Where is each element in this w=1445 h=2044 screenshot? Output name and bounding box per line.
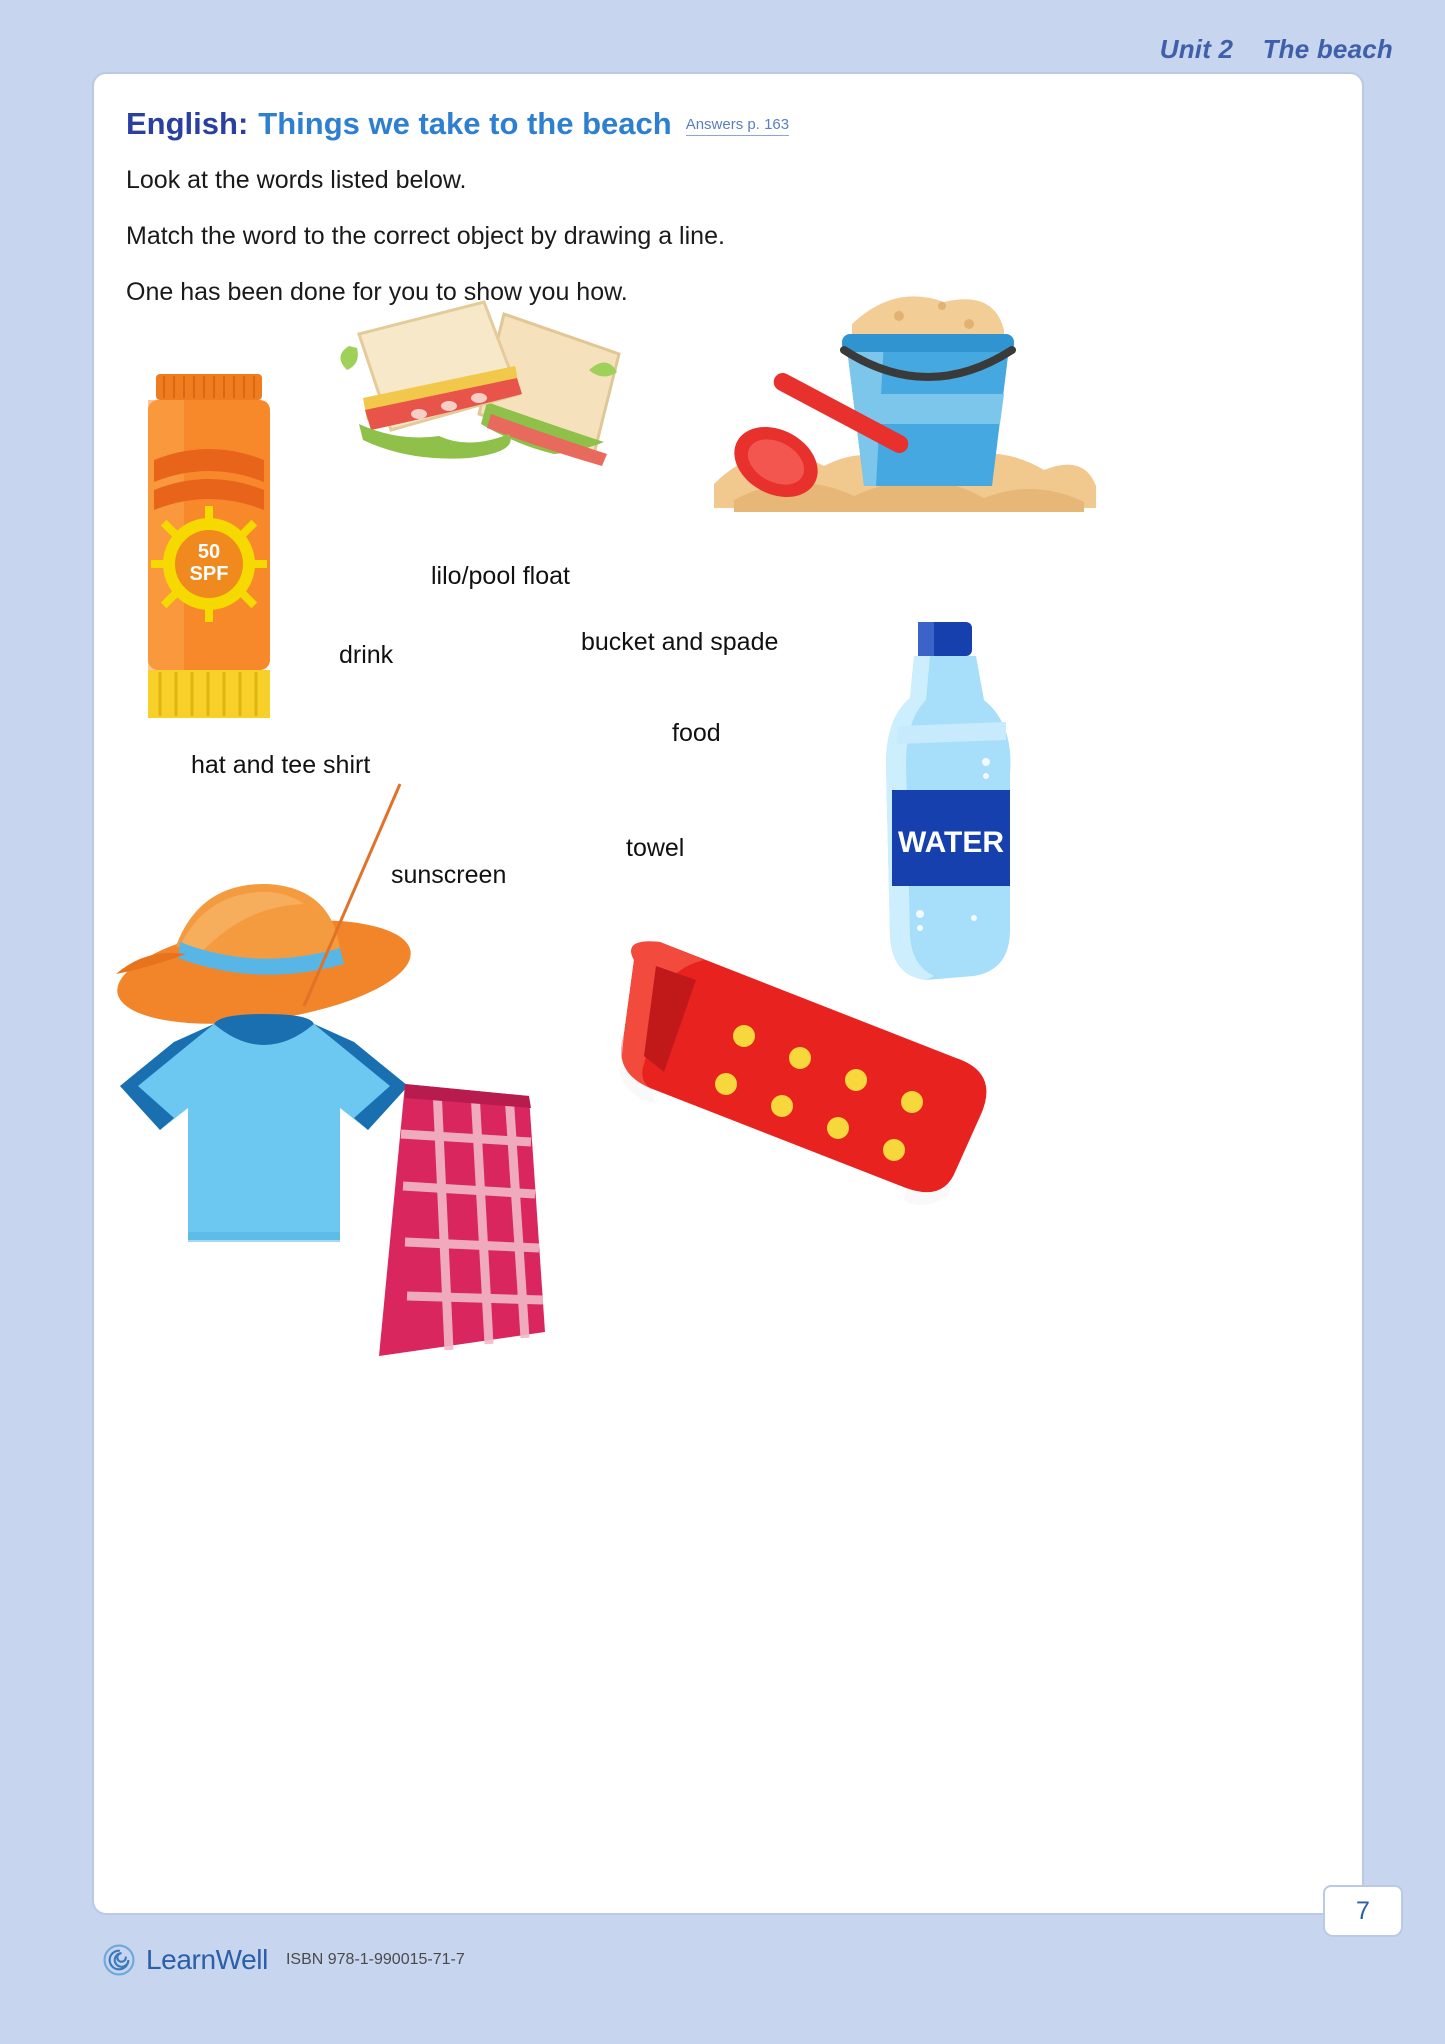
brand-name: LearnWell [146,1944,268,1975]
word-hat-and-tee-shirt[interactable]: hat and tee shirt [191,751,371,779]
word-lilo-pool-float[interactable]: lilo/pool float [431,562,570,590]
instruction-line-3: One has been done for you to show you how. [126,277,628,306]
page-number: 7 [1323,1885,1403,1937]
page-footer [92,1930,1364,1990]
sandwich-image [319,274,659,529]
isbn-text: ISBN 978-1-990015-71-7 [285,1951,465,1968]
lilo-pool-float-image [604,924,1024,1249]
page-title: Things we take to the beach [258,106,672,141]
instruction-line-1: Look at the words listed below. [126,166,467,194]
svg-text:50: 50 [197,541,221,563]
instruction-line-2: Match the word to the correct object by drawing a line. [126,221,725,250]
header-topic: The beach [1262,34,1393,64]
answers-reference-link[interactable]: Answers p. 163 [686,116,789,136]
word-drink[interactable]: drink [339,641,394,669]
word-sunscreen[interactable]: sunscreen [391,861,507,889]
header-unit: Unit 2 [1159,34,1234,64]
word-towel[interactable]: towel [626,834,685,862]
svg-text:WATER: WATER [897,826,1005,859]
bucket-and-spade-image [704,254,1104,539]
svg-text:SPF: SPF [189,563,229,585]
subject-label: English: [126,106,249,141]
sunscreen-tube-image [114,364,304,749]
beach-towel-image [349,1074,589,1369]
word-food[interactable]: food [672,719,721,747]
page-header [1160,34,1393,65]
worksheet-title-row [126,106,789,142]
worksheet-page [92,72,1364,1915]
match-connector-line [274,774,414,1014]
learnwell-logo-icon [102,1943,136,1977]
word-bucket-and-spade[interactable]: bucket and spade [581,628,779,656]
